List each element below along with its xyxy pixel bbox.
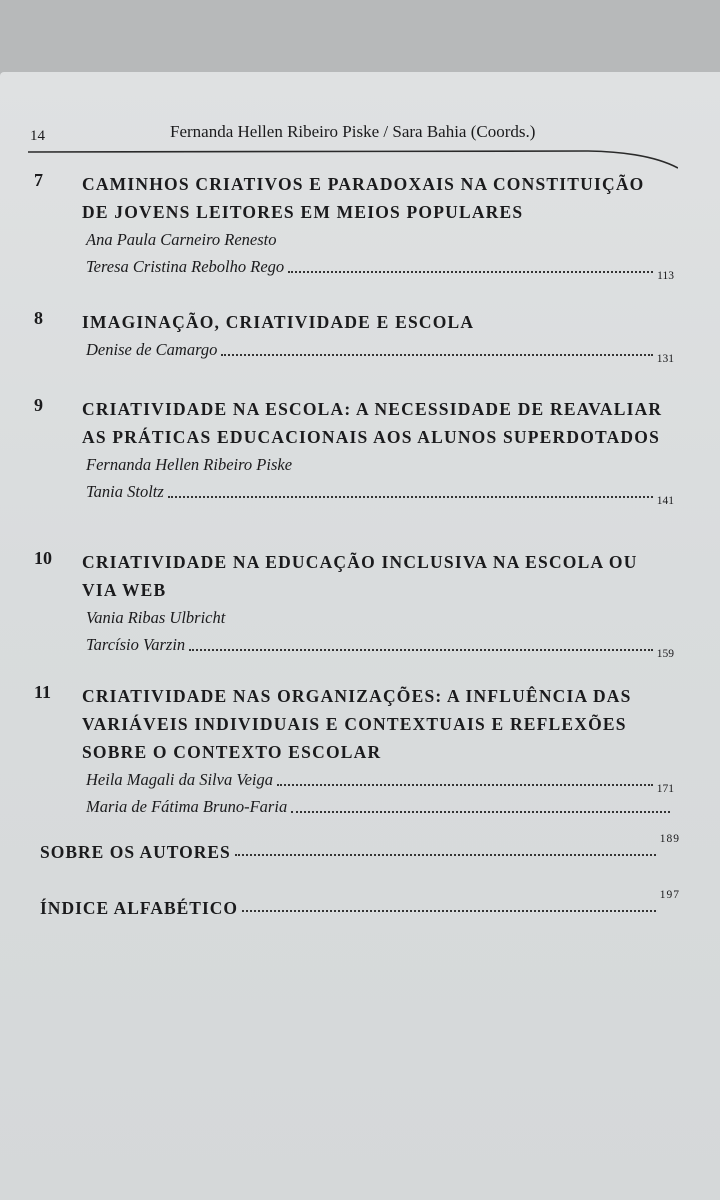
page-header — [30, 118, 670, 148]
running-head: Fernanda Hellen Ribeiro Piske / Sara Bahia (Coords.) — [170, 122, 536, 141]
entry-number: 7 — [34, 170, 43, 190]
entry-author-row — [86, 478, 674, 505]
back-matter-page: 189 — [659, 833, 680, 845]
entry-number: 8 — [34, 308, 43, 328]
entry-page: 113 — [657, 270, 674, 282]
entry-page: 159 — [656, 648, 674, 660]
dot-leader — [235, 853, 656, 856]
toc-entry-sobre-os-autores[interactable] — [40, 833, 680, 863]
back-matter-title: SOBRE OS AUTORES — [40, 842, 231, 862]
toc-entry-11[interactable] — [34, 682, 674, 820]
entry-page: 171 — [656, 783, 674, 795]
entry-title: IMAGINAÇÃO, CRIATIVIDADE E ESCOLA — [82, 312, 475, 332]
toc-entry-7[interactable] — [34, 170, 674, 280]
back-matter-title: ÍNDICE ALFABÉTICO — [40, 898, 239, 918]
entry-author: Tania Stoltz — [86, 482, 164, 501]
toc-entry-10[interactable] — [34, 548, 674, 658]
entry-author-row — [86, 631, 674, 658]
dot-leader — [221, 353, 652, 356]
entry-title: CAMINHOS CRIATIVOS E PARADOXAIS NA CONSTITUIÇÃO DE JOVENS LEITORES EM MEIOS POPULARES — [82, 174, 645, 222]
dot-leader — [168, 495, 653, 498]
entry-title: CRIATIVIDADE NA ESCOLA: A NECESSIDADE DE REAVALIAR AS PRÁTICAS EDUCACIONAIS AOS ALUNOS SUPERDOTADOS — [82, 399, 663, 447]
entry-author: Tarcísio Varzin — [86, 635, 186, 654]
page-number: 14 — [30, 128, 45, 144]
entry-author: Denise de Camargo — [86, 340, 218, 359]
entry-author-row — [86, 336, 674, 363]
entry-author: Heila Magali da Silva Veiga — [86, 770, 273, 789]
entry-page: 131 — [656, 353, 674, 365]
entry-author-row — [86, 253, 674, 280]
dot-leader — [277, 783, 653, 786]
entry-author: Teresa Cristina Rebolho Rego — [86, 257, 285, 276]
entry-author-row — [86, 766, 674, 793]
entry-page: 141 — [656, 495, 674, 507]
toc-entry-indice-alfabetico[interactable] — [40, 889, 680, 919]
entry-title: CRIATIVIDADE NAS ORGANIZAÇÕES: A INFLUÊNCIA DAS VARIÁVEIS INDIVIDUAIS E CONTEXTUAIS E REFLEXÕES SOBRE O CONTEXTO ESCOLAR — [82, 686, 632, 762]
dot-leader — [291, 810, 670, 813]
dot-leader — [242, 909, 656, 912]
entry-author-row — [86, 793, 674, 820]
toc-entry-8[interactable] — [34, 308, 674, 363]
toc-entry-9[interactable] — [34, 395, 674, 505]
entry-author: Maria de Fátima Bruno-Faria — [86, 797, 288, 816]
header-rule — [28, 148, 678, 172]
back-matter-page: 197 — [659, 889, 680, 901]
entry-number: 10 — [34, 548, 52, 568]
entry-author: Vania Ribas Ulbricht — [86, 608, 226, 627]
entry-title: CRIATIVIDADE NA EDUCAÇÃO INCLUSIVA NA ESCOLA OU VIA WEB — [82, 552, 638, 600]
entry-author: Fernanda Hellen Ribeiro Piske — [86, 455, 293, 474]
dot-leader — [288, 270, 653, 273]
entry-number: 11 — [34, 682, 52, 702]
dot-leader — [189, 648, 653, 651]
entry-author: Ana Paula Carneiro Renesto — [86, 230, 277, 249]
entry-number: 9 — [34, 395, 43, 415]
